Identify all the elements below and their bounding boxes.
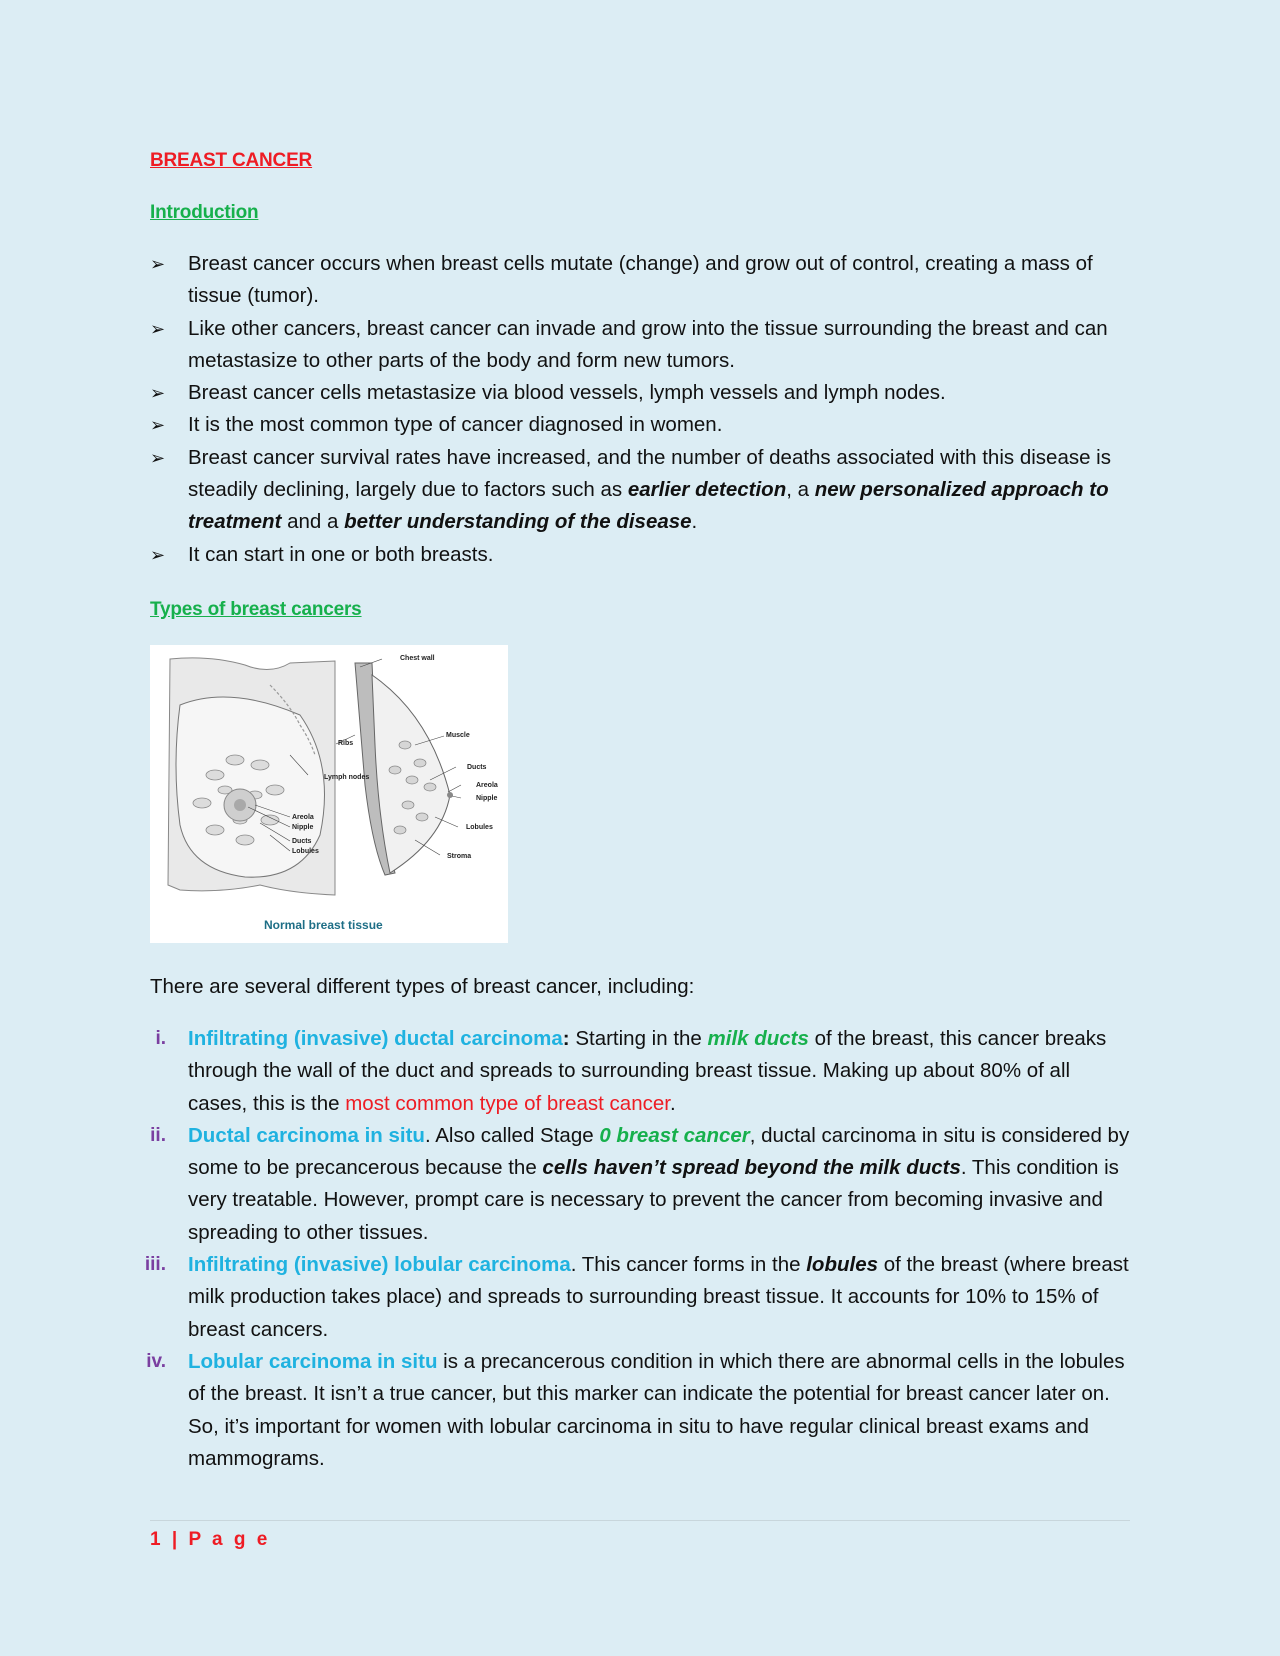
- list-item: i. Infiltrating (invasive) ductal carcinoma: Starting in the milk ducts of the breast, this cancer breaks through the wall of the duct and spreads to surrounding breast tissue. Making up about 80% of all cases, this is the most common type of breast cancer.: [150, 1023, 1130, 1120]
- list-number: iii.: [144, 1254, 166, 1276]
- type-name: Infiltrating (invasive) lobular carcinoma: [188, 1253, 571, 1277]
- emphasis-text: earlier detection: [627, 478, 787, 502]
- list-item: ➢ Breast cancer survival rates have increased, and the number of deaths associated with this disease is steadily declining, largely due to factors such as earlier detection, a new personalized approach to treatment and a better understanding of the disease.: [150, 442, 1130, 539]
- breast-anatomy-figure: [150, 645, 508, 943]
- intro-bullet-list: [150, 248, 1130, 571]
- types-list: [144, 1023, 1130, 1475]
- arrow-bullet-icon: ➢: [150, 318, 166, 339]
- label-ducts-left: Ducts: [292, 837, 312, 845]
- list-item: iv. Lobular carcinoma in situ is a precancerous condition in which there are abnormal cells in the lobules of the breast. It isn’t a true cancer, but this marker can indicate the potential for breast cancer later on. So, it’s important for women with lobular carcinoma in situ to have regular clinical breast exams and mammograms.: [150, 1346, 1130, 1475]
- label-lobules-right: Lobules: [466, 823, 493, 831]
- list-item: iii. Infiltrating (invasive) lobular carcinoma. This cancer forms in the lobules of the breast (where breast milk production takes place) and spreads to surrounding breast tissue. It accounts for 10% to 15% of breast cancers.: [150, 1249, 1130, 1346]
- emphasis-text: milk ducts: [707, 1026, 809, 1050]
- arrow-bullet-icon: ➢: [150, 415, 166, 436]
- label-nipple-left: Nipple: [292, 823, 314, 831]
- page-footer: 1 | P a g e: [150, 1520, 1130, 1551]
- list-number: ii.: [150, 1124, 166, 1146]
- types-heading: Types of breast cancers: [150, 598, 362, 620]
- types-lead-text: There are several different types of breast cancer, including:: [150, 974, 695, 998]
- arrow-bullet-icon: ➢: [150, 447, 166, 468]
- list-number: iv.: [146, 1350, 166, 1372]
- list-number: i.: [155, 1027, 166, 1049]
- type-name: Lobular carcinoma in situ: [188, 1349, 438, 1373]
- arrow-bullet-icon: ➢: [150, 383, 166, 404]
- intro-heading: Introduction: [150, 202, 259, 223]
- list-item: ii. Ductal carcinoma in situ. Also called Stage 0 breast cancer, ductal carcinoma in situ is considered by some to be precancerous because the cells haven’t spread beyond the milk ducts. This condition is very treatable. However, prompt care is necessary to prevent the cancer from becoming invasive and spreading to other tissues.: [150, 1120, 1130, 1249]
- label-muscle: Muscle: [446, 731, 470, 739]
- label-areola-right: Areola: [476, 781, 498, 789]
- highlight-text: most common type of breast cancer: [345, 1091, 670, 1115]
- list-item: ➢ It is the most common type of cancer diagnosed in women.: [150, 409, 1130, 441]
- label-nipple-right: Nipple: [476, 794, 498, 802]
- label-ribs: Ribs: [338, 739, 354, 747]
- emphasis-text: better understanding of the disease: [344, 510, 692, 534]
- emphasis-text: cells haven’t spread beyond the milk ducts: [542, 1156, 961, 1180]
- type-name: Infiltrating (invasive) ductal carcinoma: [188, 1026, 563, 1050]
- list-item: ➢ Like other cancers, breast cancer can invade and grow into the tissue surrounding the breast and can metastasize to other parts of the body and form new tumors.: [150, 313, 1130, 378]
- document-page: [144, 150, 1130, 1475]
- type-name: Ductal carcinoma in situ: [188, 1123, 425, 1147]
- list-item: ➢ Breast cancer cells metastasize via blood vessels, lymph vessels and lymph nodes.: [150, 377, 1130, 409]
- label-lobules-left: Lobules: [292, 847, 319, 855]
- arrow-bullet-icon: ➢: [150, 254, 166, 274]
- figure-caption: Normal breast tissue: [264, 917, 383, 932]
- emphasis-text: lobules: [806, 1253, 878, 1277]
- label-areola-left: Areola: [292, 813, 314, 821]
- label-ducts-right: Ducts: [467, 763, 487, 771]
- label-lymph-nodes: Lymph nodes: [324, 773, 370, 781]
- emphasis-text: new personalized approach to treatment: [188, 478, 1109, 534]
- arrow-bullet-icon: ➢: [150, 544, 166, 565]
- document-title: BREAST CANCER: [150, 150, 313, 171]
- label-chest-wall: Chest wall: [400, 654, 435, 662]
- list-item: ➢ It can start in one or both breasts.: [150, 539, 1130, 571]
- breast-anatomy-illustration: [150, 645, 508, 943]
- emphasis-text: 0 breast cancer: [599, 1123, 750, 1147]
- label-stroma: Stroma: [447, 852, 472, 860]
- list-item: ➢ Breast cancer occurs when breast cells mutate (change) and grow out of control, creating a mass of tissue (tumor).: [150, 248, 1130, 313]
